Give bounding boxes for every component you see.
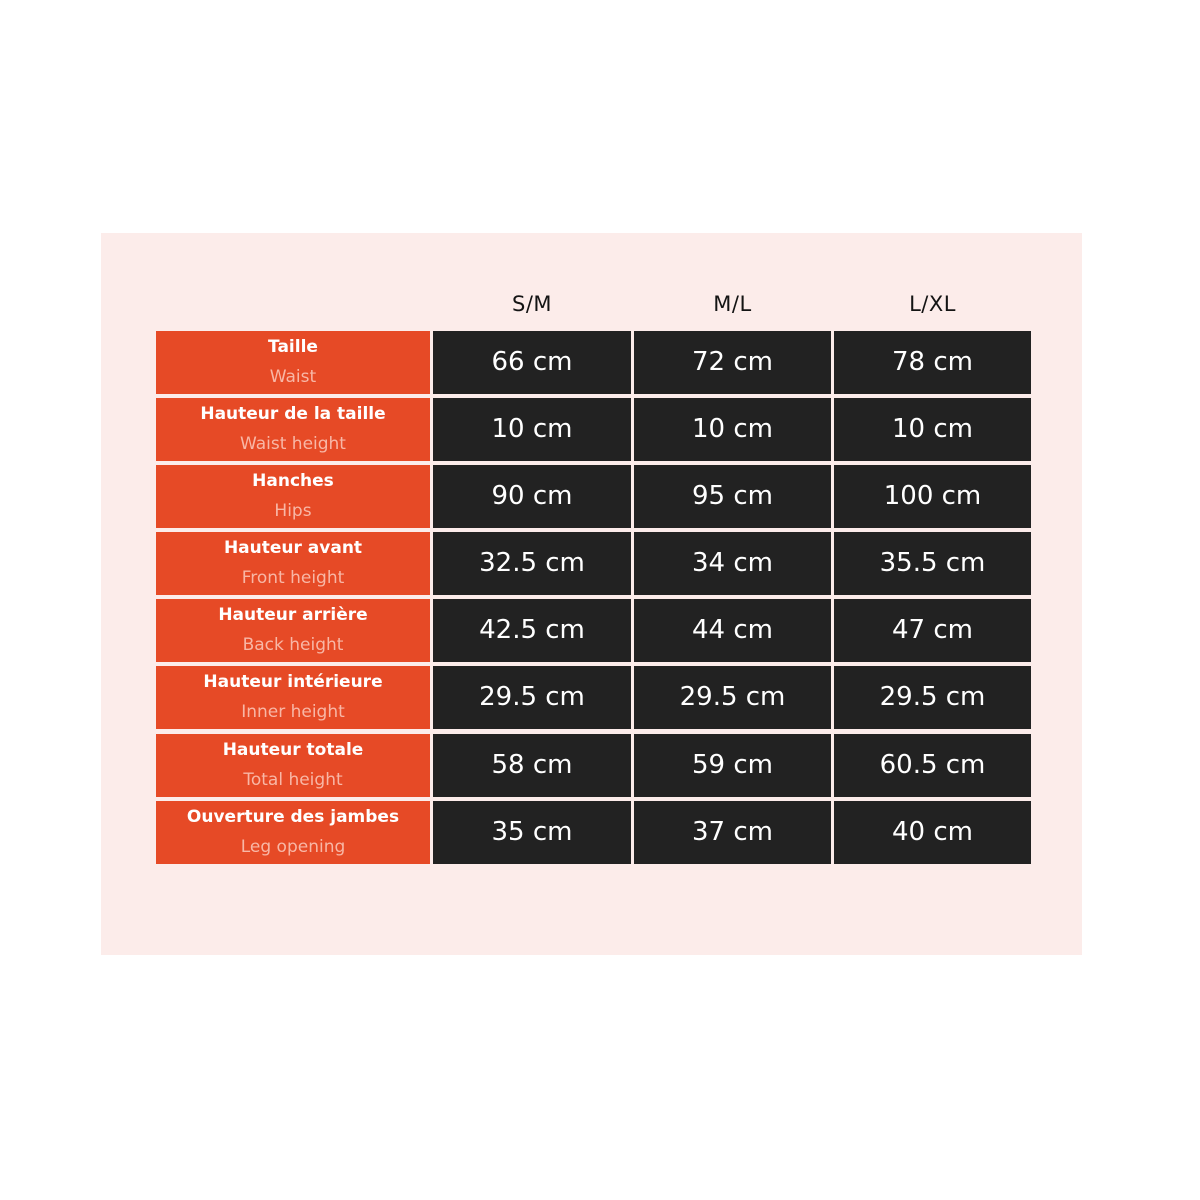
measurement-value-cell: 60.5 cm (834, 734, 1031, 797)
measurement-label-fr: Ouverture des jambes (186, 807, 400, 827)
measurement-value-cell: 58 cm (433, 734, 631, 797)
measurement-value-cell: 59 cm (634, 734, 831, 797)
measurement-label-fr: Hauteur de la taille (200, 404, 386, 424)
measurement-value-cell: 44 cm (634, 599, 831, 662)
table-row (156, 801, 1032, 864)
table-row (156, 532, 1032, 595)
measurement-label-cell (156, 801, 430, 864)
measurement-value-cell: 35 cm (433, 801, 631, 864)
measurement-value-cell: 37 cm (634, 801, 831, 864)
measurement-label-cell (156, 599, 430, 662)
measurement-value-cell: 66 cm (433, 331, 631, 394)
measurement-value-cell: 100 cm (834, 465, 1031, 528)
measurement-value-cell: 29.5 cm (433, 666, 631, 729)
measurement-label-cell (156, 398, 430, 461)
measurement-label-fr: Hauteur avant (223, 538, 363, 558)
table-row (156, 734, 1032, 797)
table-row (156, 599, 1032, 662)
measurement-value-cell: 35.5 cm (834, 532, 1031, 595)
measurement-label-fr: Hanches (252, 471, 334, 491)
measurement-value-cell: 29.5 cm (834, 666, 1031, 729)
measurement-label-en: Hips (274, 501, 312, 521)
measurement-value-cell: 32.5 cm (433, 532, 631, 595)
measurement-label-cell (156, 734, 430, 797)
measurement-value-cell: 29.5 cm (634, 666, 831, 729)
size-header-m-l: M/L (713, 292, 752, 316)
measurement-value-cell: 42.5 cm (433, 599, 631, 662)
table-row (156, 666, 1032, 729)
measurement-value-cell: 40 cm (834, 801, 1031, 864)
measurement-label-cell (156, 465, 430, 528)
size-header-l-xl: L/XL (909, 292, 956, 316)
table-row (156, 465, 1032, 528)
size-header-s-m: S/M (511, 292, 553, 316)
measurement-label-fr: Taille (268, 337, 318, 357)
table-row (156, 398, 1032, 461)
measurement-value-cell: 10 cm (834, 398, 1031, 461)
table-row (156, 331, 1032, 394)
measurement-value-cell: 78 cm (834, 331, 1031, 394)
measurement-value-cell: 10 cm (433, 398, 631, 461)
measurement-value-cell: 47 cm (834, 599, 1031, 662)
measurement-value-cell: 34 cm (634, 532, 831, 595)
measurement-label-cell (156, 666, 430, 729)
measurement-label-cell (156, 532, 430, 595)
measurement-value-cell: 95 cm (634, 465, 831, 528)
measurement-label-en: Inner height (241, 702, 345, 722)
measurement-label-en: Leg opening (240, 837, 346, 857)
measurement-value-cell: 90 cm (433, 465, 631, 528)
measurement-value-cell: 10 cm (634, 398, 831, 461)
measurement-label-en: Waist (269, 367, 317, 387)
measurement-label-en: Waist height (240, 434, 346, 454)
measurement-label-en: Back height (242, 635, 344, 655)
measurement-value-cell: 72 cm (634, 331, 831, 394)
measurement-label-fr: Hauteur arrière (218, 605, 368, 625)
measurement-label-fr: Hauteur totale (222, 740, 364, 760)
measurement-label-en: Front height (241, 568, 345, 588)
measurement-label-cell (156, 331, 430, 394)
measurement-label-fr: Hauteur intérieure (203, 672, 383, 692)
measurement-label-en: Total height (243, 770, 343, 790)
